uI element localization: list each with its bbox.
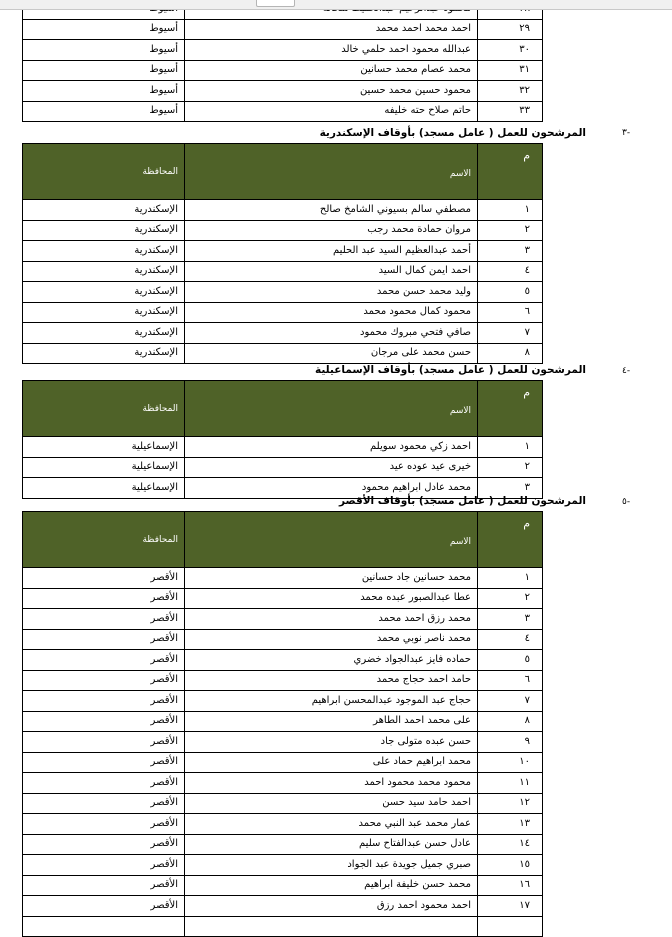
column-header-name: الاسم [185,381,478,437]
row-number-cell: ١ [478,568,543,589]
table-row [23,834,543,855]
row-number-cell: ٣٣ [478,101,543,122]
candidate-name-cell: عمار محمد عبد النبي محمد [185,814,478,835]
province-cell: الأقصر [23,732,185,753]
candidate-name-cell: احمد محمود احمد رزق [185,896,478,917]
candidate-name-cell: حجاج عبد الموجود عبدالمحسن ابراهيم [185,691,478,712]
table-row [23,732,543,753]
column-header-name: الاسم [185,144,478,200]
candidate-name-cell: محمد حسن خليفة ابراهيم [185,875,478,896]
province-cell: الأقصر [23,711,185,732]
table-row [23,19,543,40]
candidate-name-cell: محمد عادل ابراهيم محمود [185,478,478,499]
row-number-cell: ٣ [478,478,543,499]
table-row [23,609,543,630]
viewer-toolbar [0,0,672,10]
candidate-name-cell: محمد حسانين جاد حسانين [185,568,478,589]
candidate-name-cell: محمد رزق احمد محمد [185,609,478,630]
row-number-cell: ٣١ [478,60,543,81]
province-cell: الأقصر [23,875,185,896]
candidate-name-cell: صافي فتحي مبروك محمود [185,323,478,344]
section-number: -٤ [622,366,631,376]
row-number-cell: ١ [478,200,543,221]
row-number-cell: ٨ [478,711,543,732]
section-title: المرشحون للعمل ( عامل مسجد) بأوقاف الإسكندرية [319,127,586,139]
candidate-name-cell: محمد عصام محمد حسانين [185,60,478,81]
table-row [23,200,543,221]
province-cell: الأقصر [23,855,185,876]
candidate-name-cell: محمود محمد محمود احمد [185,773,478,794]
candidate-name-cell: حسن محمد على مرجان [185,343,478,364]
candidate-name-cell: صبري جميل جويدة عبد الجواد [185,855,478,876]
row-number-cell: ٢ [478,588,543,609]
table-row [23,711,543,732]
candidate-name-cell: حسن عبده متولى جاد [185,732,478,753]
province-cell: أسيوط [23,81,185,102]
province-cell: الأقصر [23,629,185,650]
province-cell: الأقصر [23,670,185,691]
table-row [23,650,543,671]
table-row [23,101,543,122]
province-cell: الإسكندرية [23,200,185,221]
table-header-row [23,512,543,568]
candidate-name-cell: عطا عبدالصبور عبده محمد [185,588,478,609]
province-cell: الإسكندرية [23,323,185,344]
province-cell: الأقصر [23,834,185,855]
province-cell: الأقصر [23,691,185,712]
province-cell: أسيوط [23,40,185,61]
province-cell: الإسكندرية [23,343,185,364]
row-number-cell: ٥ [478,282,543,303]
province-cell: الأقصر [23,752,185,773]
row-number-cell: ١١ [478,773,543,794]
row-number-cell: ٦ [478,302,543,323]
province-cell: الإسماعيلية [23,478,185,499]
province-cell: الإسكندرية [23,302,185,323]
candidate-name-cell: احمد ايمن كمال السيد [185,261,478,282]
table-row [23,457,543,478]
row-number-cell: ١٣ [478,814,543,835]
province-cell: الأقصر [23,814,185,835]
row-number-cell: ٢٩ [478,19,543,40]
province-cell: أسيوط [23,101,185,122]
candidate-name-cell: عادل حسن عبدالفتاح سليم [185,834,478,855]
province-cell: الأقصر [23,609,185,630]
candidate-name-cell: احمد زكي محمود سويلم [185,437,478,458]
table-row [23,282,543,303]
table-row [23,40,543,61]
table-row [23,81,543,102]
table-row [23,916,543,937]
province-cell: الأقصر [23,896,185,917]
candidate-name-cell: خيرى عيد عوده عيد [185,457,478,478]
table-row [23,773,543,794]
row-number-cell: ٢ [478,457,543,478]
section-number: -٣ [622,128,631,138]
table-row [23,793,543,814]
column-header-number: م [478,144,543,200]
candidate-name-cell [185,916,478,937]
table-row [23,60,543,81]
province-cell: الأقصر [23,588,185,609]
column-header-number: م [478,381,543,437]
row-number-cell: ٤ [478,629,543,650]
row-number-cell: ٦ [478,670,543,691]
row-number-cell: ١٤ [478,834,543,855]
row-number-cell: ٣٢ [478,81,543,102]
candidate-name-cell: محمد ابراهيم حماد على [185,752,478,773]
table-row [23,343,543,364]
table-row [23,691,543,712]
table-row [23,855,543,876]
province-cell: الأقصر [23,773,185,794]
page-number-input[interactable] [256,0,295,7]
ismailia-table [22,380,543,499]
row-number-cell: ٧ [478,691,543,712]
province-cell: الإسكندرية [23,282,185,303]
province-cell: الإسماعيلية [23,437,185,458]
row-number-cell: ٧ [478,323,543,344]
province-cell: الإسماعيلية [23,457,185,478]
column-header-province: المحافظة [23,512,185,568]
table-row [23,588,543,609]
row-number-cell: ١٥ [478,855,543,876]
row-number-cell: ٢ [478,220,543,241]
row-number-cell: ١٠ [478,752,543,773]
candidate-name-cell: محمد ناصر نوبي محمد [185,629,478,650]
table-row [23,875,543,896]
table-row [23,241,543,262]
candidate-name-cell: حامد احمد حجاج محمد [185,670,478,691]
luxor-table [22,511,543,937]
table-row [23,323,543,344]
table-row [23,220,543,241]
candidate-name-cell: وليد محمد حسن محمد [185,282,478,303]
province-cell: الأقصر [23,650,185,671]
row-number-cell: ٣٠ [478,40,543,61]
row-number-cell: ٩ [478,732,543,753]
candidate-name-cell: مصطفي سالم بسيوني الشامخ صالح [185,200,478,221]
candidate-name-cell: حماده فايز عبدالجواد خضري [185,650,478,671]
candidate-name-cell: احمد حامد سيد حسن [185,793,478,814]
candidate-name-cell: محمود حسين محمد حسين [185,81,478,102]
row-number-cell: ٣ [478,609,543,630]
province-cell: الإسكندرية [23,241,185,262]
table-row [23,670,543,691]
row-number-cell: ٥ [478,650,543,671]
section-title: المرشحون للعمل ( عامل مسجد) بأوقاف الإسماعيلية [314,364,586,376]
province-cell: أسيوط [23,60,185,81]
province-cell: أسيوط [23,19,185,40]
candidate-name-cell: مروان حمادة محمد رجب [185,220,478,241]
column-header-name: الاسم [185,512,478,568]
section-title: المرشحون للعمل ( عامل مسجد) بأوقاف الأقصر [338,495,586,507]
table-row [23,261,543,282]
province-cell: الأقصر [23,568,185,589]
row-number-cell: ٨ [478,343,543,364]
alexandria-table [22,143,543,364]
table-row [23,629,543,650]
row-number-cell: ١ [478,437,543,458]
column-header-number: م [478,512,543,568]
assiut-table [22,0,543,122]
section-number: -٥ [622,497,631,507]
table-row [23,302,543,323]
candidate-name-cell: على محمد احمد الطاهر [185,711,478,732]
column-header-province: المحافظة [23,144,185,200]
candidate-name-cell: احمد محمد احمد محمد [185,19,478,40]
province-cell [23,916,185,937]
table-row [23,896,543,917]
table-row [23,814,543,835]
table-row [23,568,543,589]
province-cell: الأقصر [23,793,185,814]
table-header-row [23,381,543,437]
candidate-name-cell: محمود كمال محمود محمد [185,302,478,323]
row-number-cell: ١٧ [478,896,543,917]
table-header-row [23,144,543,200]
row-number-cell: ٤ [478,261,543,282]
table-row [23,752,543,773]
row-number-cell [478,916,543,937]
row-number-cell: ٣ [478,241,543,262]
row-number-cell: ١٦ [478,875,543,896]
candidate-name-cell: عبدالله محمود احمد حلمي خالد [185,40,478,61]
row-number-cell: ١٢ [478,793,543,814]
column-header-province: المحافظة [23,381,185,437]
province-cell: الإسكندرية [23,261,185,282]
candidate-name-cell: حاتم صلاح حته خليفه [185,101,478,122]
province-cell: الإسكندرية [23,220,185,241]
table-row [23,437,543,458]
candidate-name-cell: أحمد عبدالعظيم السيد عبد الحليم [185,241,478,262]
